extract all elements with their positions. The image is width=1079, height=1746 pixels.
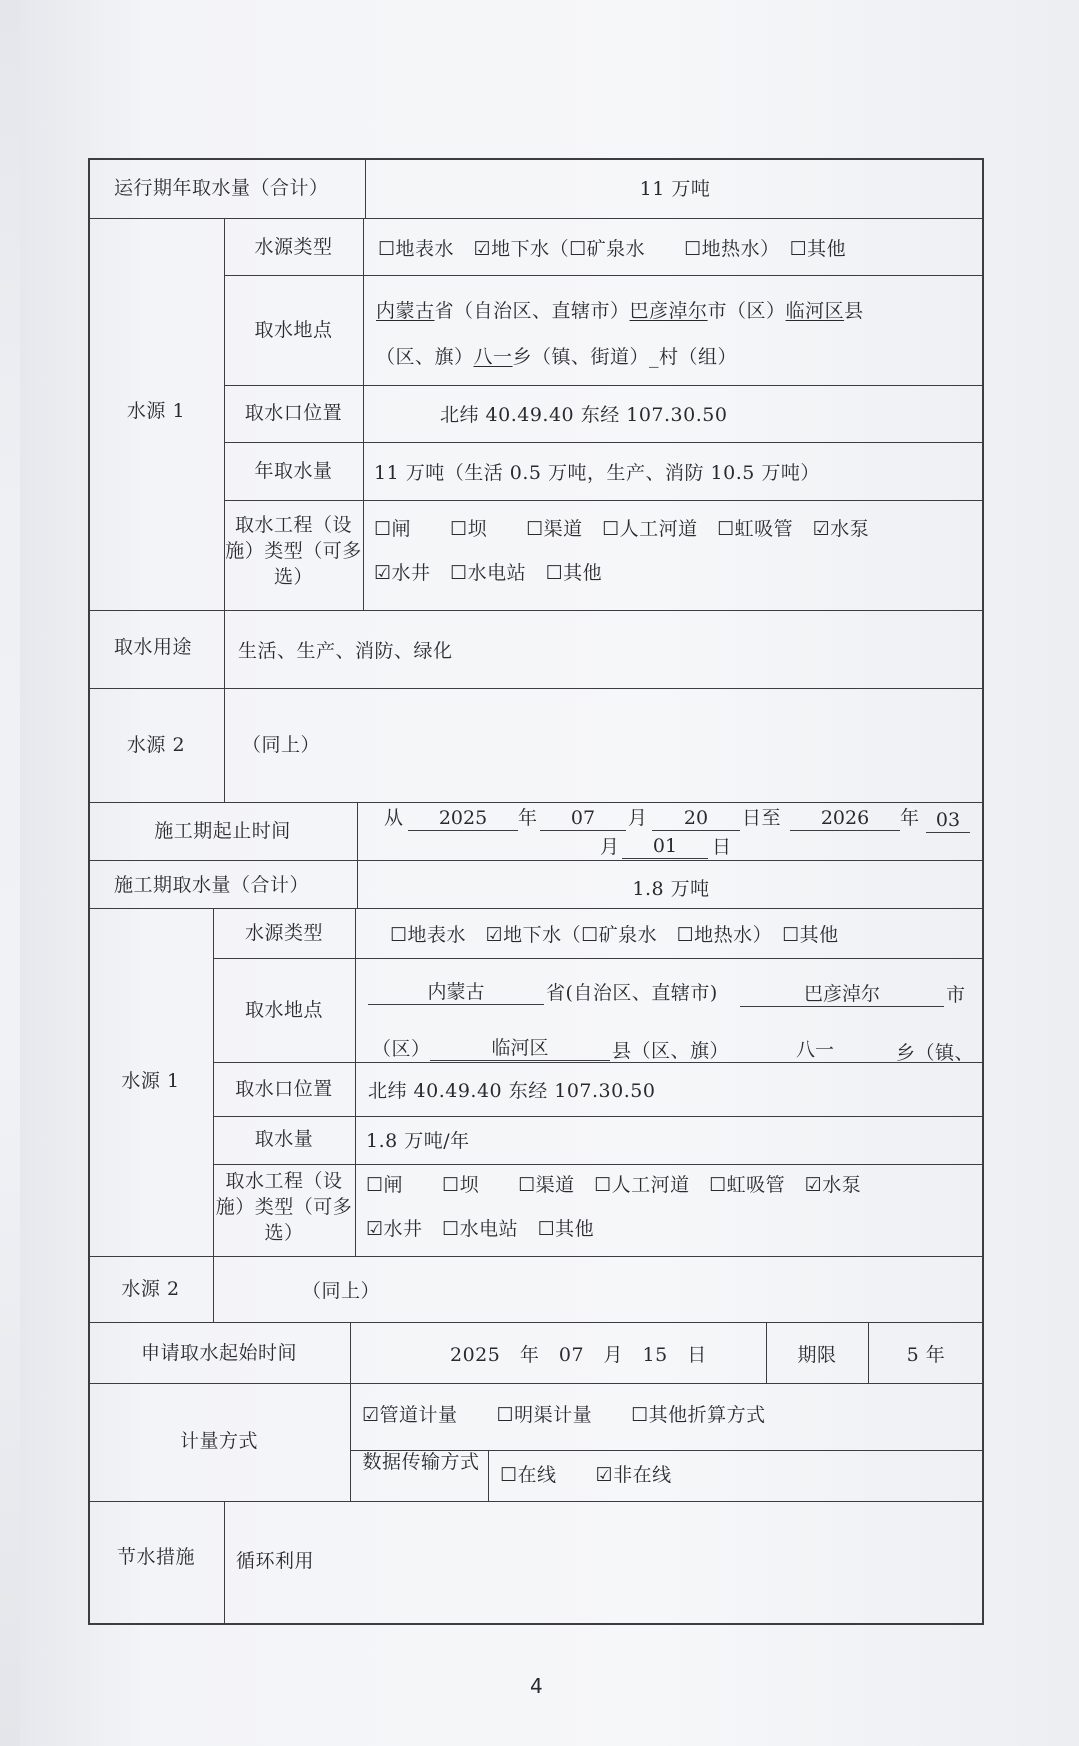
province-suffix-2: 省(自治区、直辖市)	[546, 982, 718, 1004]
day-unit: 日	[712, 836, 732, 858]
op-total-label: 运行期年取水量（合计）	[114, 177, 329, 199]
op-src2-value: （同上）	[242, 734, 321, 756]
year-unit: 年	[518, 807, 538, 829]
op-src1-loc-line2	[376, 344, 737, 370]
con-src1-amount-value: 1.8 万吨/年	[366, 1130, 470, 1152]
province-value: 内蒙古	[376, 300, 435, 322]
from-text: 从	[384, 807, 404, 829]
town-suffix-2: 乡（镇、	[896, 1042, 975, 1064]
op-src1-label: 水源 1	[126, 400, 186, 422]
county-suffix: 县	[844, 300, 864, 322]
district-prefix-2: （区）	[372, 1038, 431, 1060]
op-src2-label: 水源 2	[126, 734, 186, 756]
con-src2-label: 水源 2	[121, 1278, 180, 1300]
city-suffix: 市（区）	[707, 300, 786, 322]
op-src1-intake-label: 取水口位置	[244, 402, 343, 424]
con-src1-type-label: 水源类型	[244, 922, 323, 944]
con-src1-type-options: ☐地表水 ☑地下水（☐矿泉水 ☐地热水） ☐其他	[390, 924, 839, 946]
province-suffix: 省（自治区、直辖市）	[434, 300, 630, 322]
con-src1-amount-label: 取水量	[254, 1128, 314, 1150]
op-src1-annual-value: 11 万吨（生活 0.5 万吨，生产、消防 10.5 万吨）	[374, 462, 820, 484]
start-year: 2025	[408, 806, 518, 831]
op-use-label: 取水用途	[114, 636, 193, 658]
con-src1-eng-line1: ☐闸 ☐坝 ☐渠道 ☐人工河道 ☐虹吸管 ☑水泵	[366, 1174, 862, 1196]
con-src2-value: （同上）	[302, 1280, 381, 1302]
op-src1-intake-value: 北纬 40.49.40 东经 107.30.50	[440, 404, 728, 426]
meter-label: 计量方式	[179, 1430, 258, 1452]
con-period-label: 施工期起止时间	[154, 820, 291, 842]
end-year: 2026	[790, 806, 900, 831]
term-value: 5 年	[906, 1344, 946, 1366]
op-src1-annual-label: 年取水量	[254, 460, 333, 482]
trans-label: 数据传输方式	[362, 1451, 480, 1473]
op-src1-type-options: ☐地表水 ☑地下水（☐矿泉水 ☐地热水） ☐其他	[378, 238, 847, 260]
op-src1-eng-line1: ☐闸 ☐坝 ☐渠道 ☐人工河道 ☐虹吸管 ☑水泵	[374, 518, 870, 540]
district-value-2: 临河区	[430, 1036, 610, 1061]
op-src1-eng-line2: ☑水井 ☐水电站 ☐其他	[374, 562, 603, 584]
op-src1-loc-line1	[376, 298, 864, 324]
page-number: 4	[530, 1674, 543, 1698]
start-month: 07	[540, 806, 626, 831]
month-unit: 月	[628, 807, 648, 829]
op-use-value: 生活、生产、消防、绿化	[238, 640, 453, 662]
op-src1-loc-label: 取水地点	[254, 319, 333, 341]
city-suffix-2: 市	[946, 984, 966, 1006]
saving-value: 循环利用	[236, 1550, 315, 1572]
district-suffix-2: 县（区、旗）	[612, 1040, 730, 1062]
term-label: 期限	[797, 1344, 837, 1366]
op-total-value: 11 万吨	[639, 178, 711, 200]
province-value-2: 内蒙古	[368, 980, 544, 1005]
city-value-2: 巴彦淖尔	[740, 982, 944, 1007]
year-unit-2: 年	[900, 807, 920, 829]
day-unit-to: 日至	[742, 807, 782, 829]
con-src1-label: 水源 1	[121, 1070, 180, 1092]
town-suffix: 乡（镇、街道）_村（组）	[512, 346, 738, 368]
con-total-value: 1.8 万吨	[632, 878, 710, 900]
op-src1-eng-label: 取水工程（设施）类型（可多选）	[225, 514, 362, 588]
end-month: 03	[926, 808, 970, 833]
town-value-2: 八一	[736, 1038, 894, 1063]
con-src1-eng-label: 取水工程（设施）类型（可多选）	[215, 1170, 353, 1244]
trans-options: ☐在线 ☑非在线	[500, 1464, 672, 1486]
start-time-value: 2025 年 07 月 15 日	[450, 1344, 707, 1366]
con-src1-intake-value: 北纬 40.49.40 东经 107.30.50	[368, 1080, 656, 1102]
op-src1-type-label: 水源类型	[254, 236, 333, 258]
con-src1-loc-label: 取水地点	[244, 999, 323, 1021]
district-prefix: （区、旗）	[376, 346, 474, 368]
end-day: 01	[622, 834, 708, 859]
start-time-label: 申请取水起始时间	[140, 1342, 297, 1364]
meter-options: ☑管道计量 ☐明渠计量 ☐其他折算方式	[362, 1404, 766, 1426]
start-day: 20	[652, 806, 740, 831]
con-src1-eng-line2: ☑水井 ☐水电站 ☐其他	[366, 1218, 595, 1240]
con-src1-intake-label: 取水口位置	[235, 1078, 333, 1100]
month-unit-2: 月	[600, 836, 620, 858]
city-value: 巴彦淖尔	[629, 300, 708, 322]
saving-label: 节水措施	[116, 1546, 195, 1568]
con-total-label: 施工期取水量（合计）	[114, 874, 310, 896]
town-value: 八一	[473, 346, 513, 368]
county-value: 临河区	[785, 300, 845, 322]
